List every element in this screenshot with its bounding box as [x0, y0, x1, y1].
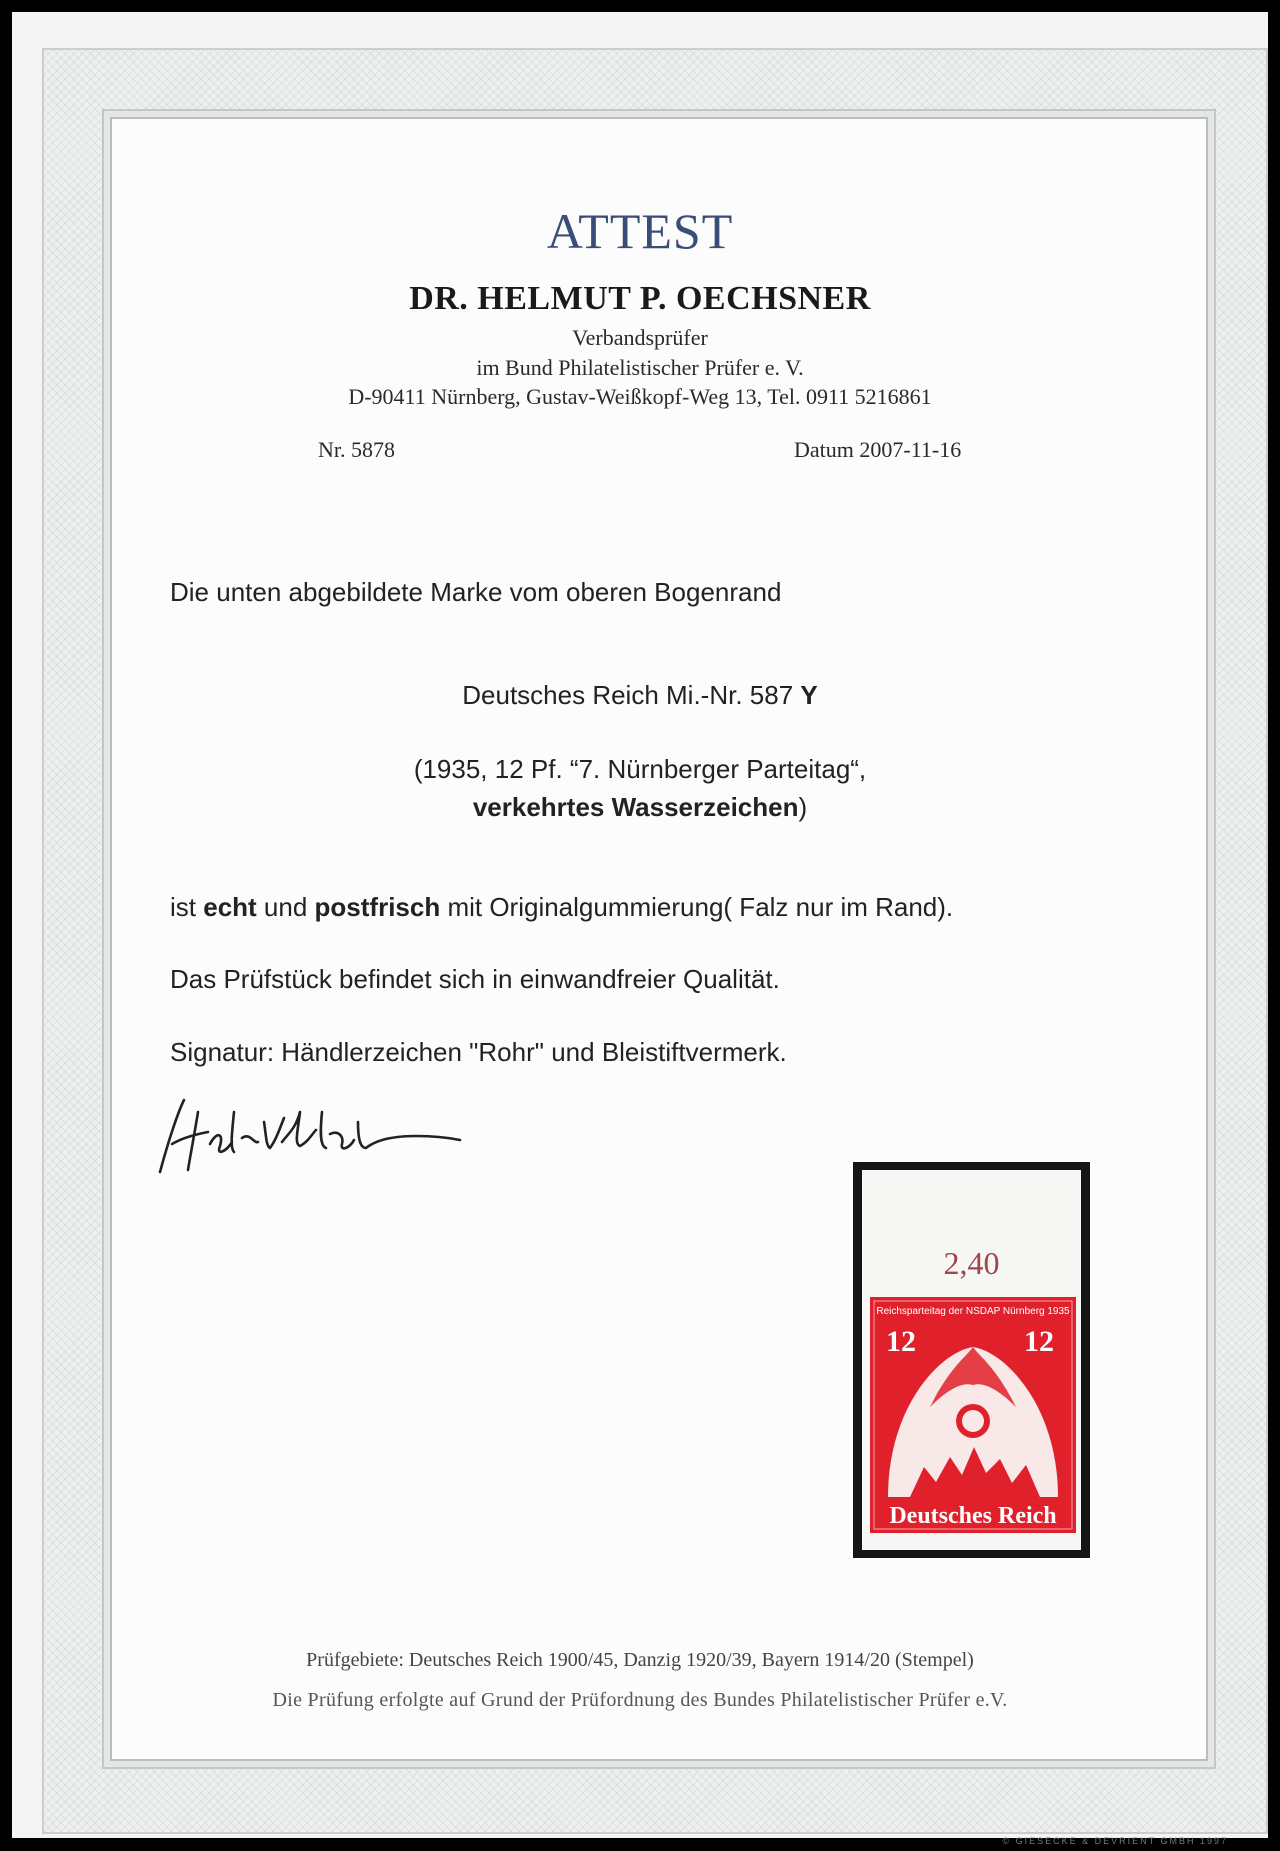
- stamp-country: Deutsches Reich: [889, 1503, 1057, 1529]
- examiner-association: im Bund Philatelistischer Prüfer e. V.: [476, 355, 804, 380]
- examiner-name: DR. HELMUT P. OECHSNER: [409, 280, 871, 317]
- stamp-catalog-id: [12, 680, 1268, 711]
- certificate-number: Nr. 5878: [318, 437, 395, 462]
- stamp-id-prefix: Deutsches Reich Mi.-Nr. 587: [462, 680, 801, 710]
- stamp-value-right: 12: [1024, 1325, 1054, 1358]
- certificate-sheet: [12, 12, 1268, 1846]
- stamp-variety-line: [12, 792, 1268, 823]
- stamp-description: (1935, 12 Pf. “7. Nürnberger Parteitag“,: [413, 754, 867, 784]
- examination-areas: Prüfgebiete: Deutsches Reich 1900/45, Danzig 1920/39, Bayern 1914/20 (Stempel): [306, 1649, 974, 1671]
- stamp-variety: verkehrtes Wasserzeichen: [472, 792, 799, 822]
- stamp-emblem-inner: [962, 1410, 984, 1432]
- stamp-value-left: 12: [886, 1325, 916, 1358]
- certificate-title: ATTEST: [546, 203, 734, 259]
- examination-basis: Die Prüfung erfolgte auf Grund der Prüfordnung des Bundes Philatelistischer Prüfer e.V.: [272, 1689, 1008, 1711]
- printer-credit: © GIESECKE & DEVRIENT GMBH 1997: [1002, 1836, 1228, 1846]
- status-mint: postfrisch: [314, 892, 441, 922]
- margin-price: 2,40: [943, 1245, 1000, 1281]
- sheet-margin: [862, 1170, 1081, 1550]
- status-pre: ist: [170, 892, 204, 922]
- status-genuine: echt: [203, 892, 257, 922]
- status-post: mit Originalgummierung( Falz nur im Rand).: [440, 892, 954, 922]
- stamp-image: [853, 1162, 1090, 1558]
- status-mid: und: [256, 892, 315, 922]
- quality-statement: Das Prüfstück befindet sich in einwandfreier Qualität.: [170, 964, 780, 994]
- stamp-design: [870, 1297, 1076, 1533]
- certificate-date: Datum 2007-11-16: [794, 437, 962, 462]
- examiner-role: Verbandsprüfer: [572, 325, 708, 350]
- stamp-top-text: Reichsparteitag der NSDAP Nürnberg 1935: [876, 1306, 1070, 1317]
- stamp-status: [170, 892, 953, 923]
- intro-text: Die unten abgebildete Marke vom oberen Bogenrand: [170, 577, 782, 607]
- stamp-id-variant: Y: [800, 680, 818, 710]
- examiner-signature: [154, 1082, 464, 1182]
- examiner-address: D-90411 Nürnberg, Gustav-Weißkopf-Weg 13, Tel. 0911 5216861: [348, 384, 932, 409]
- signature-note: Signatur: Händlerzeichen "Rohr" und Bleistiftvermerk.: [170, 1037, 787, 1067]
- stamp-variety-close: ): [798, 792, 808, 822]
